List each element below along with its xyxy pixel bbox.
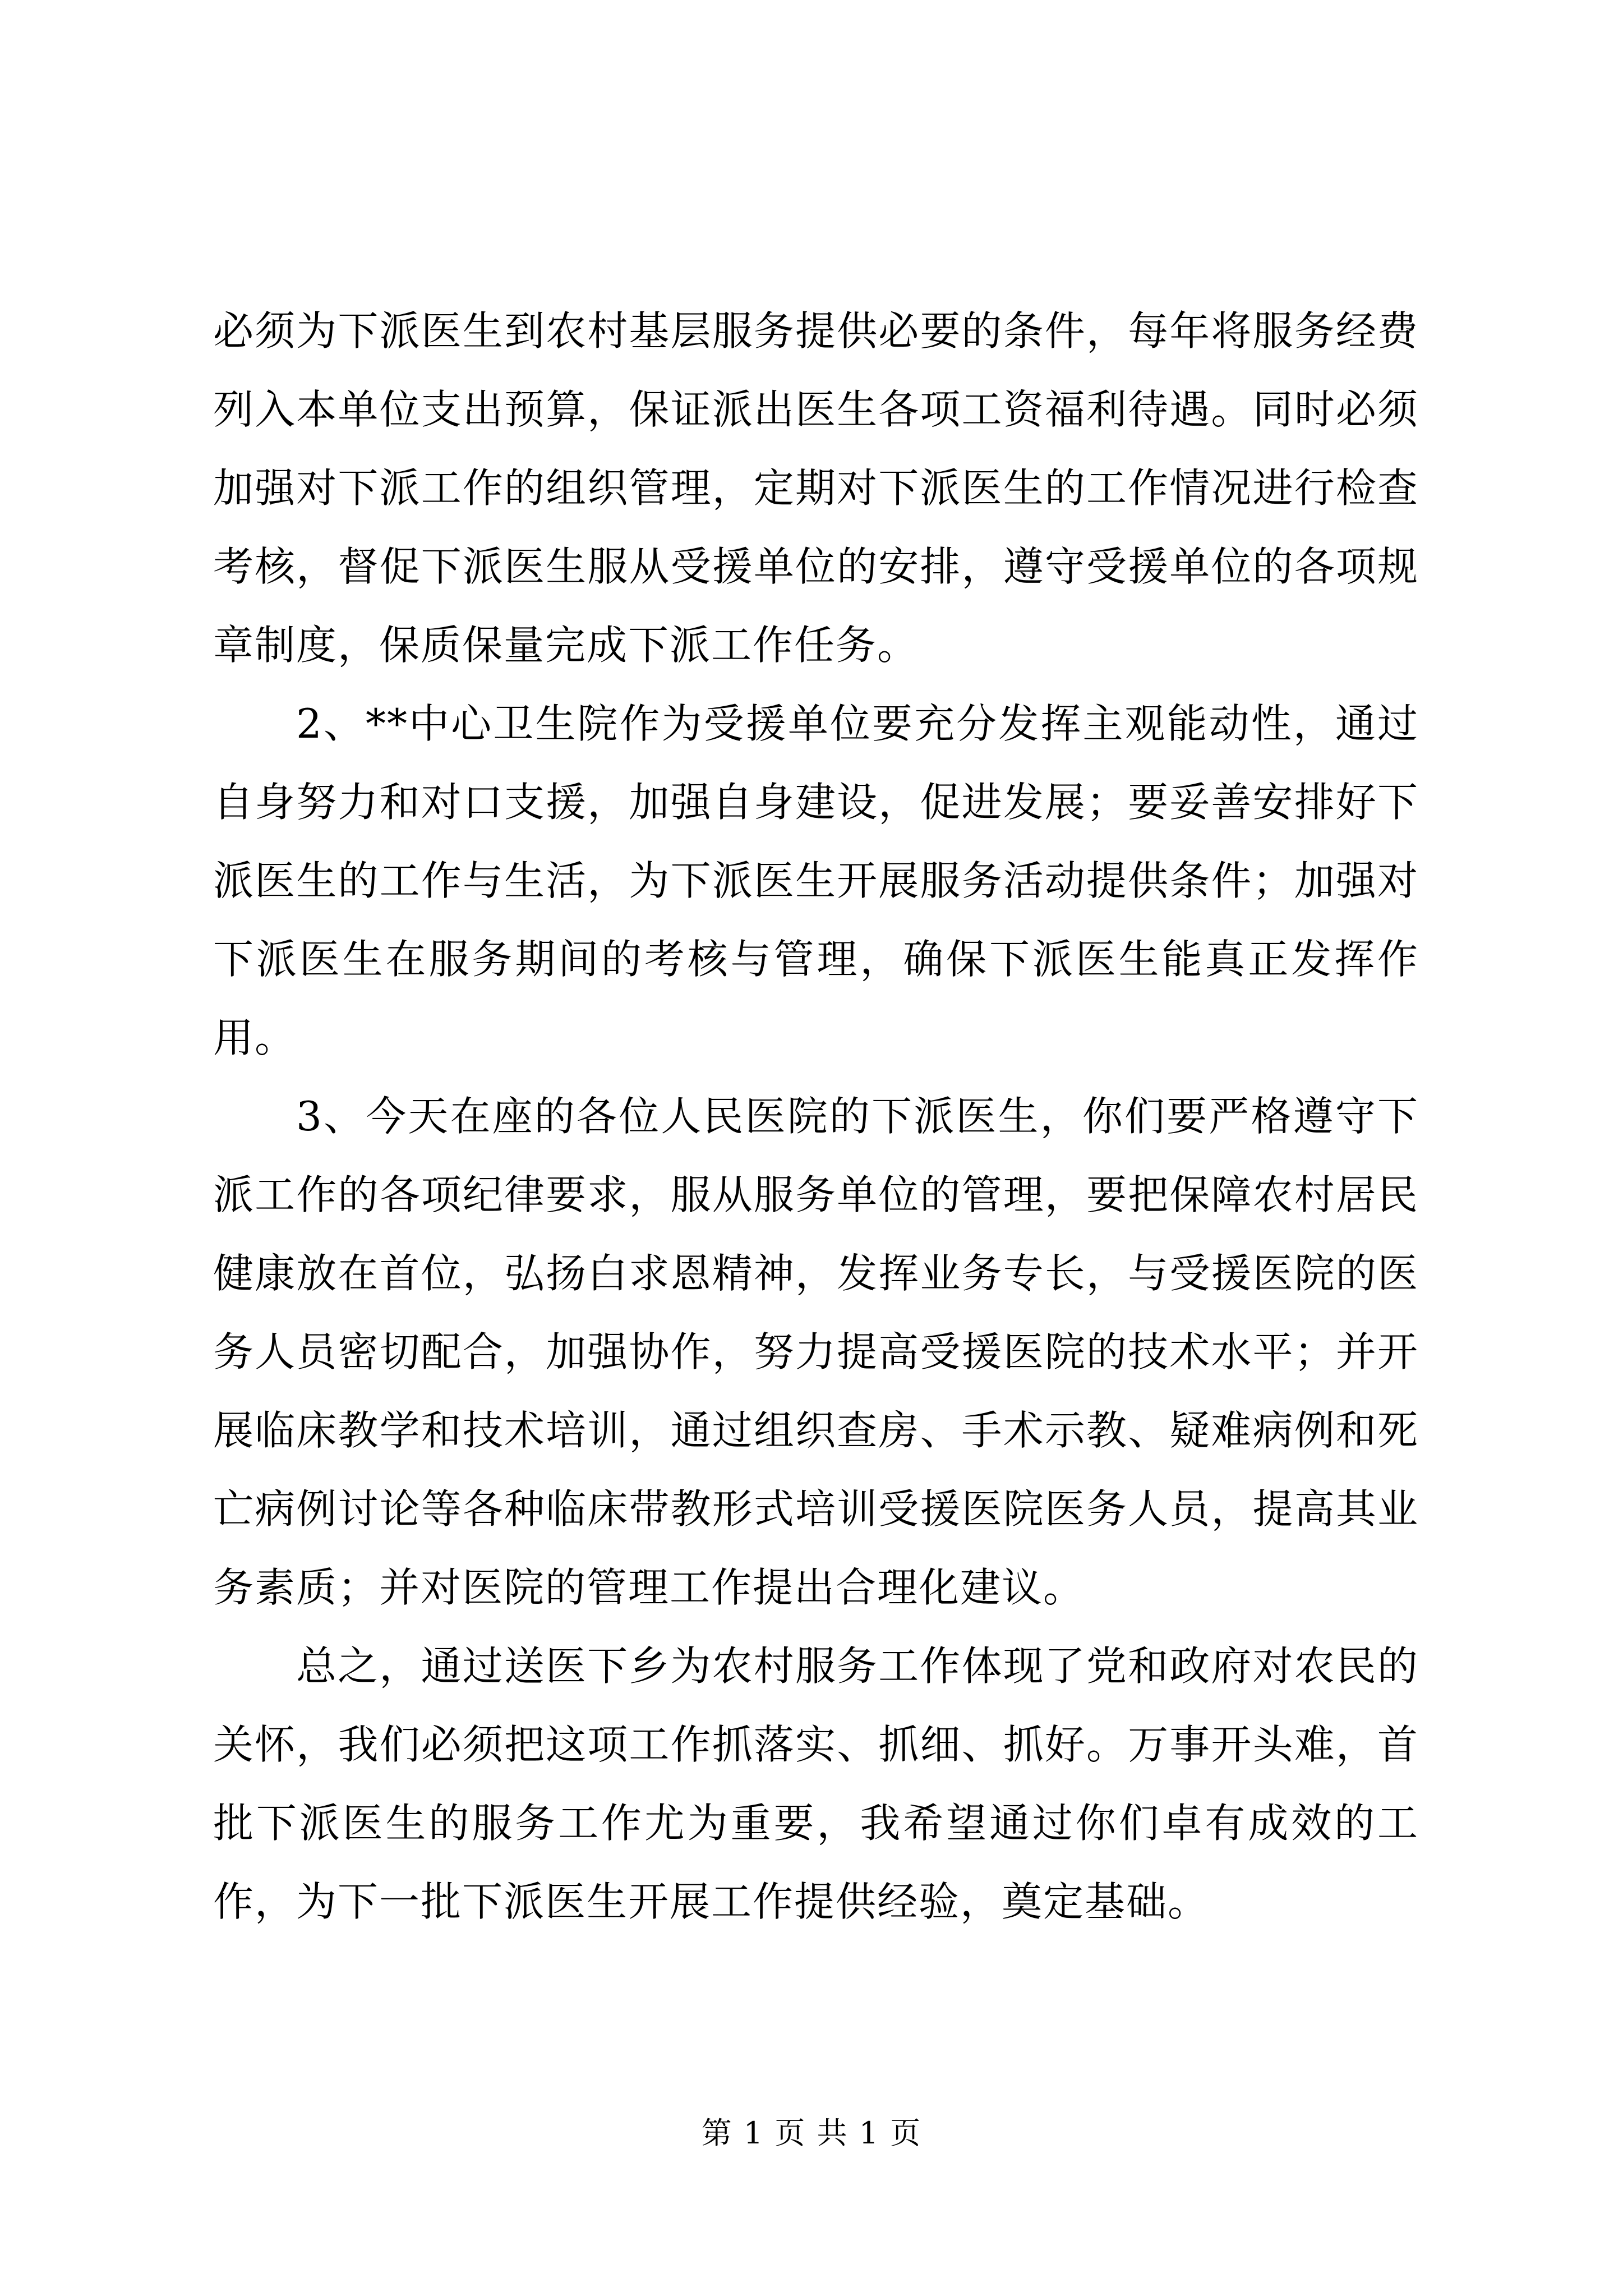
- document-body: [213, 292, 1419, 1941]
- page-number-footer: 第 1 页 共 1 页: [701, 2115, 922, 2151]
- paragraph-item-2: 2、**中心卫生院作为受援单位要充分发挥主观能动性，通过自身努力和对口支援，加强自身建设，促进发展；要妥善安排好下派医生的工作与生活，为下派医生开展服务活动提供条件；加强对下派医生在服务期间的考核与管理，确保下派医生能真正发挥作用。: [213, 700, 1419, 1061]
- paragraph-item-3: 3、今天在座的各位人民医院的下派医生，你们要严格遵守下派工作的各项纪律要求，服从服务单位的管理，要把保障农村居民健康放在首位，弘扬白求恩精神，发挥业务专长，与受援医院的医务人员密切配合，加强协作，努力提高受援医院的技术水平；并开展临床教学和技术培训，通过组织查房、手术示教、疑难病例和死亡病例讨论等各种临床带教形式培训受援医院医务人员，提高其业务素质；并对医院的管理工作提出合理化建议。: [213, 1093, 1419, 1611]
- paragraph-continued: 必须为下派医生到农村基层服务提供必要的条件，每年将服务经费列入本单位支出预算，保证派出医生各项工资福利待遇。同时必须加强对下派工作的组织管理，定期对下派医生的工作情况进行检查考核，督促下派医生服从受援单位的安排，遵守受援单位的各项规章制度，保质保量完成下派工作任务。: [213, 307, 1419, 669]
- paragraph-conclusion: 总之，通过送医下乡为农村服务工作体现了党和政府对农民的关怀，我们必须把这项工作抓落实、抓细、抓好。万事开头难，首批下派医生的服务工作尤为重要，我希望通过你们卓有成效的工作，为下一批下派医生开展工作提供经验，奠定基础。: [213, 1642, 1419, 1925]
